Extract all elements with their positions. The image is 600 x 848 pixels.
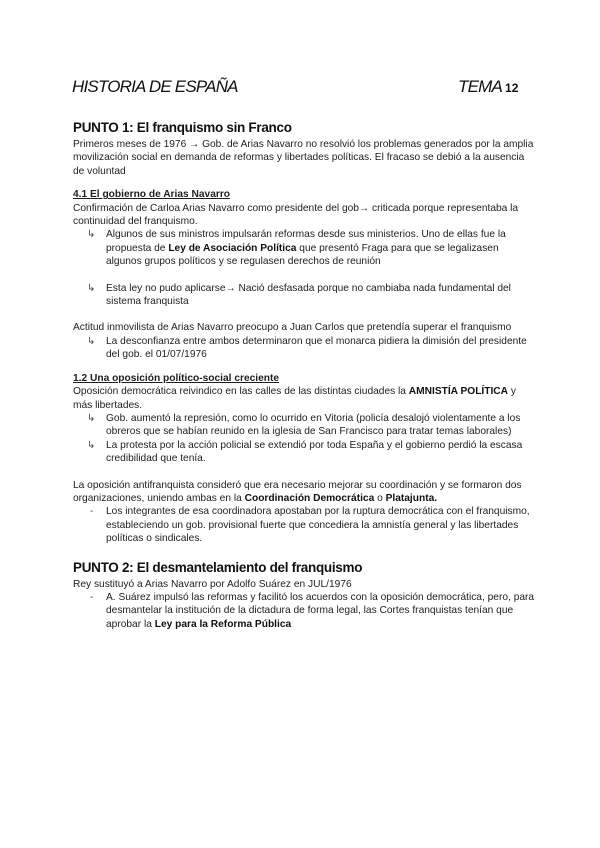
arrow-bullet-icon: ↳: [87, 229, 96, 241]
list-item: ↳ Algunos de sus ministros impulsarán reformas desde sus ministerios. Uno de ellas fue la propuesta de Ley de Asociación Política que presentó Fraga para que se legalizasen algunos grupos políticos y se regulasen derechos de reunión: [87, 229, 506, 268]
ley-reforma-publica: Ley para la Reforma Pública: [154, 618, 292, 630]
punto1-heading: PUNTO 1: El franquismo sin Franco: [73, 120, 292, 135]
tema-word: TEMA: [458, 77, 503, 96]
document-body: [73, 119, 535, 631]
amnistia-politica: AMNISTÍA POLÍTICA: [408, 386, 509, 398]
section-4-1-paragraph: Actitud inmovilista de Arias Navarro preocupo a Juan Carlos que pretendía superar el franquismo: [73, 322, 512, 334]
list-item: - A. Suárez impulsó las reformas y facilitó los acuerdos con la oposición democrática, pero, para desmantelar la institución de la dictadura de forma legal, las Cortes franquistas tenían que aprobar la Ley para la Reforma Pública: [90, 591, 535, 630]
section-1-2-paragraph: La oposición antifranquista consideró que era necesario mejorar su coordinación y se formaron dos organizaciones, uniendo ambas en la Coordinación Democrática o Platajunta.: [73, 479, 522, 504]
list-item: ↳ Gob. aumentó la represión, como lo ocurrido en Vitoria (policía desalojó violentamente a los obreros que se habían reunido en la iglesia de San Francisco para tratar temas laborales): [87, 412, 521, 438]
punto1-intro: Primeros meses de 1976 → Gob. de Arias Navarro no resolvió los problemas generados por la amplia movilización social en demanda de reformas y libertades políticas. El fracaso se debió a la ausencia de voluntad: [73, 139, 534, 177]
punto2-intro: Rey sustituyó a Arias Navarro por Adolfo Suárez en JUL/1976: [73, 578, 352, 590]
list-item: - Los integrantes de esa coordinadora apostaban por la ruptura democrática con el franquismo, estableciendo un gob. provisional fuerte que concediera la amnistía general y las libertades políticas o sindicales.: [90, 506, 530, 545]
arrow-bullet-icon: ↳: [87, 335, 96, 347]
tema-number: 12: [505, 81, 519, 95]
section-4-1-intro: Confirmación de Carloa Arias Navarro como presidente del gob→ criticada porque representaba la continuidad del franquismo.: [73, 202, 519, 228]
list-item: ↳ La desconfianza entre ambos determinaron que el monarca pidiera la dimisión del presidente del gob. el 01/07/1976: [87, 335, 527, 361]
section-4-1-heading: 4.1 El gobierno de Arias Navarro: [73, 189, 231, 201]
tema-label: [458, 77, 518, 97]
arrow-bullet-icon: ↳: [87, 282, 96, 294]
document-title: HISTORIA DE ESPAÑA: [72, 77, 238, 96]
list-item: ↳ La protesta por la acción policial se extendió por toda España y el gobierno perdió la escasa credibilidad que tenía.: [87, 439, 523, 465]
platajunta: Platajunta.: [385, 492, 438, 504]
dash-bullet-icon: -: [90, 591, 94, 603]
coordinacion-democratica: Coordinación Democrática: [244, 492, 375, 504]
punto2-heading: PUNTO 2: El desmantelamiento del franquismo: [73, 559, 363, 575]
dash-bullet-icon: -: [90, 506, 94, 518]
list-item: ↳ Esta ley no pudo aplicarse→ Nació desfasada porque no cambiaba nada fundamental del sistema franquista: [87, 282, 511, 308]
arrow-bullet-icon: ↳: [87, 439, 96, 451]
section-1-2-heading: 1.2 Una oposición político-social creciente: [73, 372, 280, 384]
ley-asociacion-politica: Ley de Asociación Política: [168, 242, 297, 254]
arrow-bullet-icon: ↳: [87, 412, 96, 424]
section-1-2-intro: Oposición democrática reivindico en las calles de las distintas ciudades la AMNISTÍA POLÍTICA y más libertades.: [73, 386, 516, 411]
